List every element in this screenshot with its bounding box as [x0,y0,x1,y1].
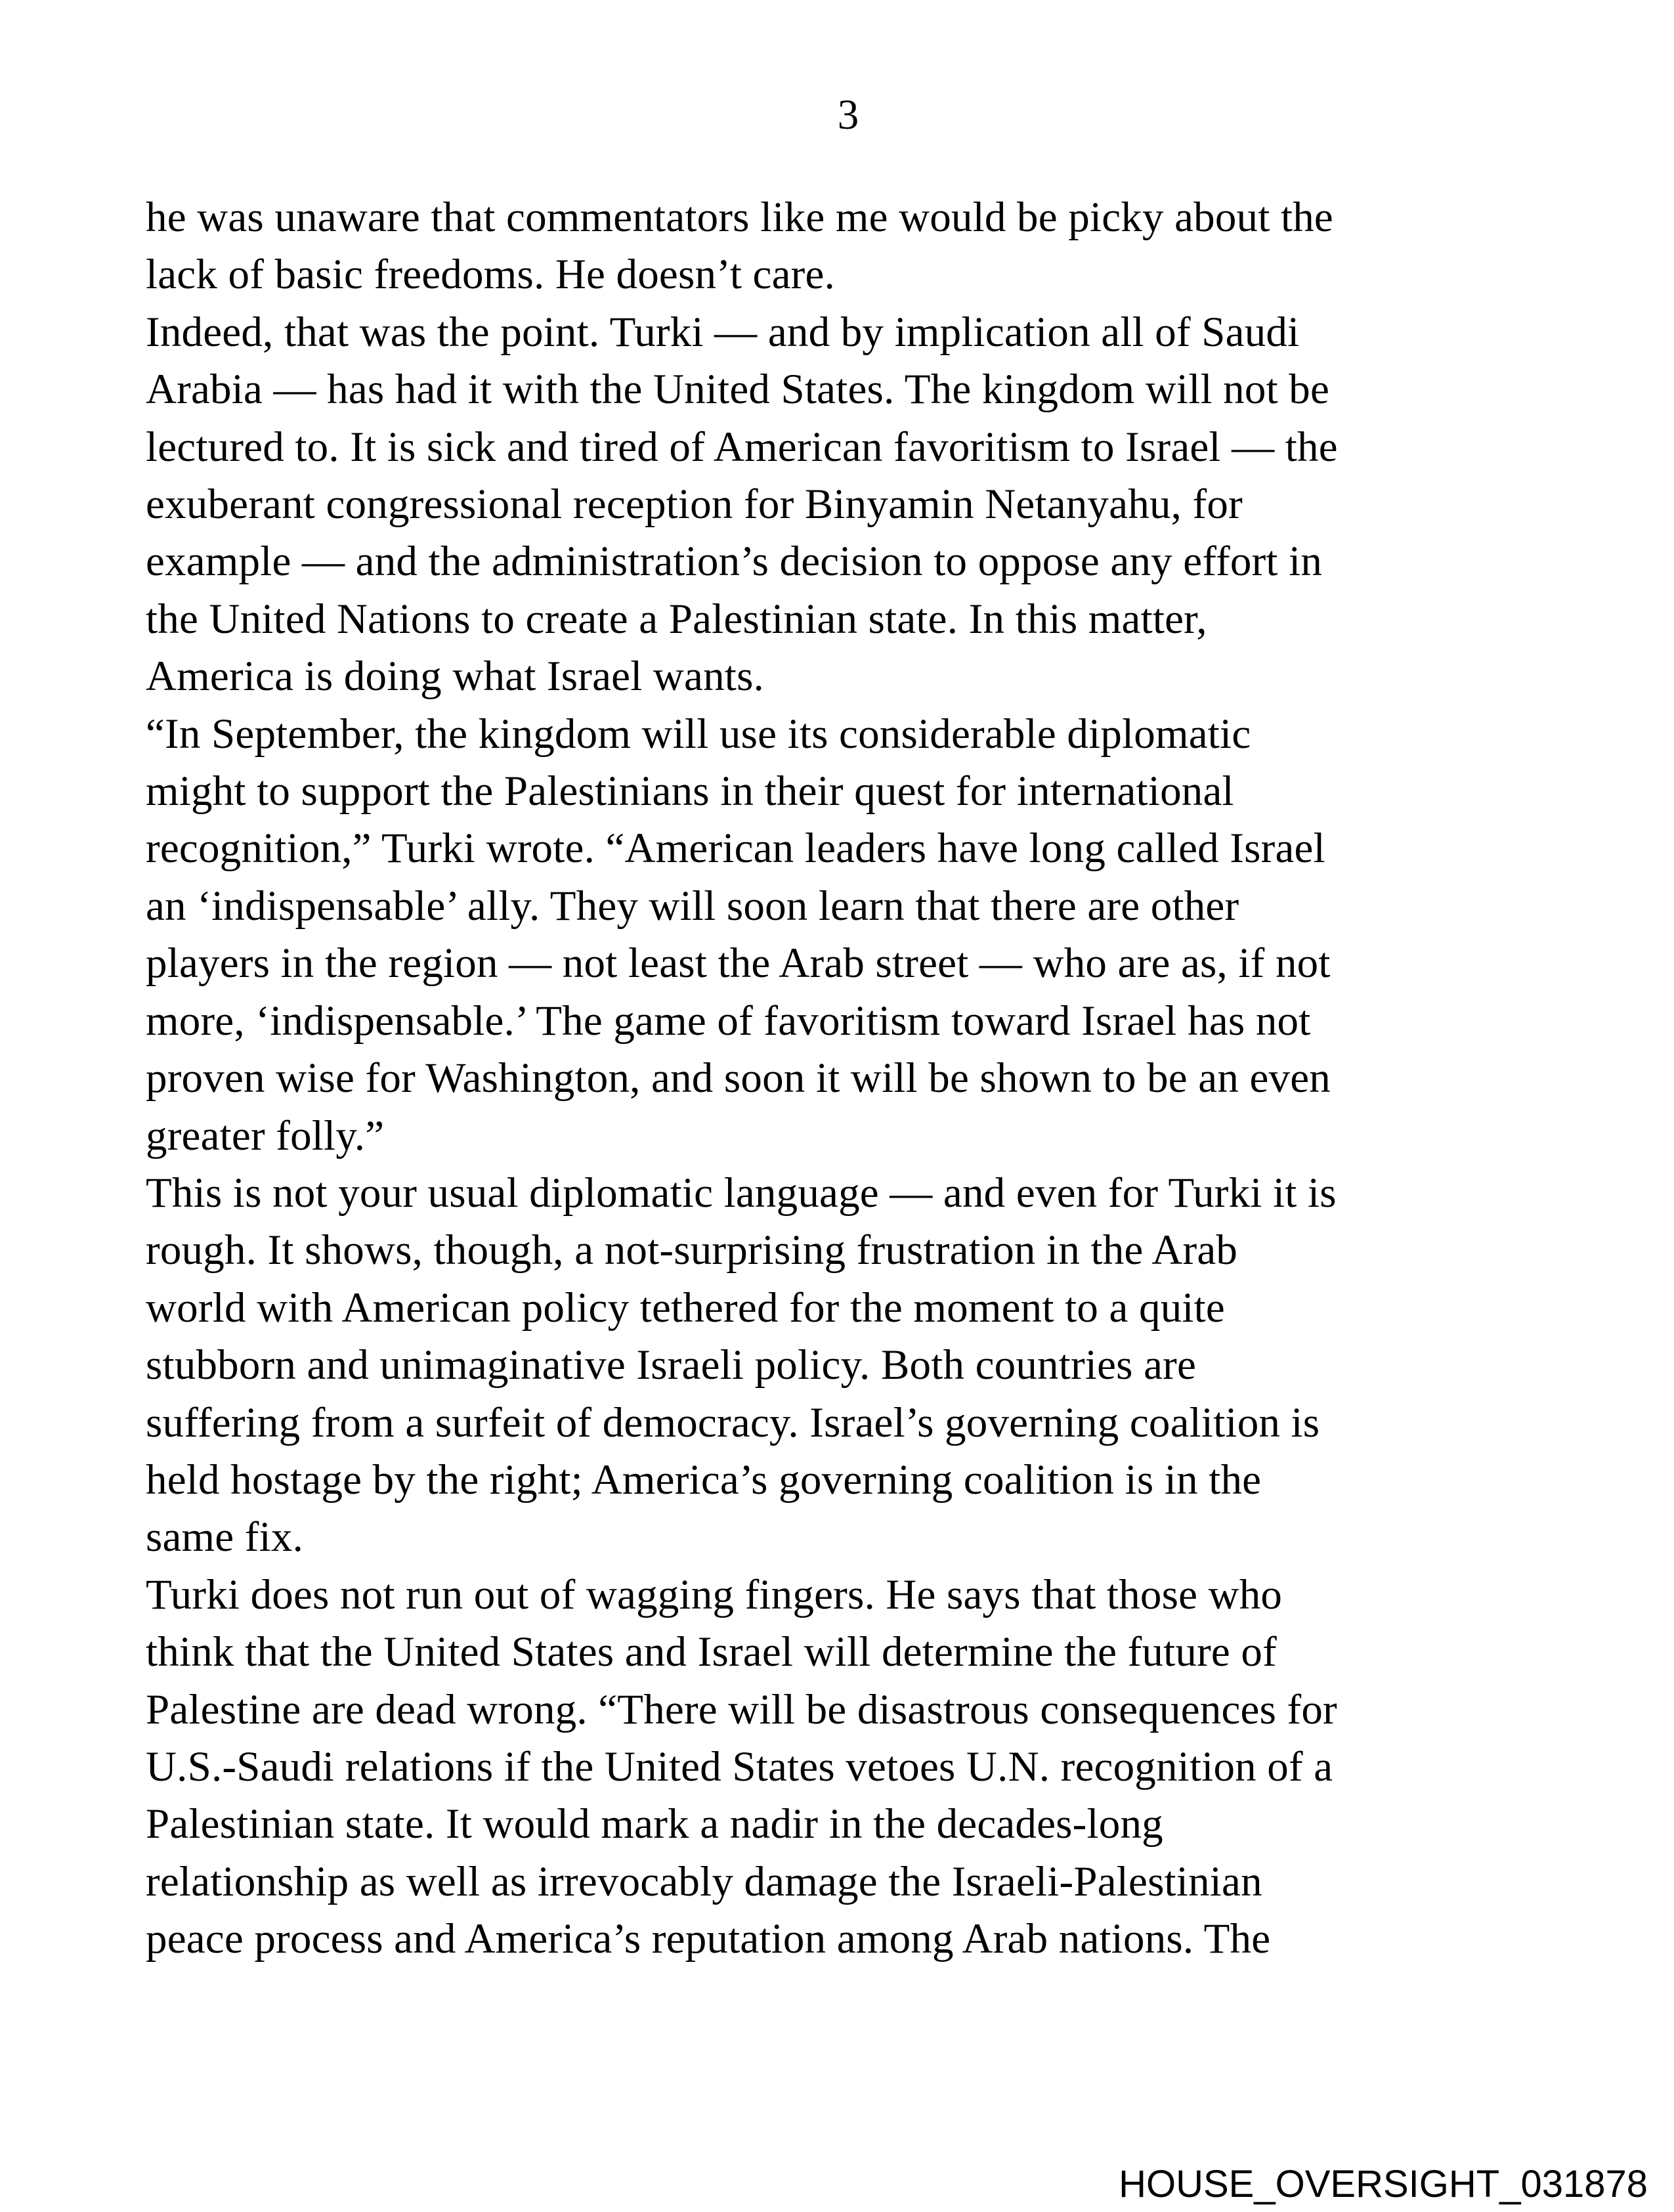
body-line: example — and the administration’s decision to oppose any effort in [146,538,1323,586]
body-line: held hostage by the right; America’s governing coalition is in the [146,1456,1262,1504]
body-text [146,189,1577,1968]
body-line: think that the United States and Israel will determine the future of [146,1628,1277,1676]
body-line: Palestinian state. It would mark a nadir in the decades-long [146,1800,1163,1848]
body-line: same fix. [146,1513,304,1561]
body-line: more, ‘indispensable.’ The game of favoritism toward Israel has not [146,997,1311,1045]
body-line: rough. It shows, though, a not-surprising frustration in the Arab [146,1226,1238,1274]
body-line: America is doing what Israel wants. [146,653,765,701]
body-line: suffering from a surfeit of democracy. Israel’s governing coalition is [146,1399,1320,1446]
body-line: the United Nations to create a Palestinian state. In this matter, [146,595,1207,643]
body-line: proven wise for Washington, and soon it will be shown to be an even [146,1054,1331,1102]
body-line: greater folly.” [146,1112,385,1160]
body-line: recognition,” Turki wrote. “American leaders have long called Israel [146,825,1325,873]
body-line: relationship as well as irrevocably damage the Israeli-Palestinian [146,1857,1262,1905]
body-line: lack of basic freedoms. He doesn’t care. [146,251,835,299]
body-line: “In September, the kingdom will use its considerable diplomatic [146,710,1251,758]
page-number: 3 [837,91,859,139]
body-line: world with American policy tethered for the moment to a quite [146,1284,1225,1332]
body-line: Indeed, that was the point. Turki — and by implication all of Saudi [146,308,1300,356]
body-line: exuberant congressional reception for Binyamin Netanyahu, for [146,481,1243,529]
body-line: Arabia — has had it with the United States. The kingdom will not be [146,366,1330,414]
body-line: This is not your usual diplomatic language — and even for Turki it is [146,1169,1337,1217]
body-line: U.S.-Saudi relations if the United States vetoes U.N. recognition of a [146,1743,1333,1790]
body-line: Palestine are dead wrong. “There will be disastrous consequences for [146,1685,1337,1733]
body-line: might to support the Palestinians in their quest for international [146,768,1234,815]
body-line: peace process and America’s reputation among Arab nations. The [146,1915,1271,1963]
body-line: an ‘indispensable’ ally. They will soon learn that there are other [146,882,1239,930]
body-line: he was unaware that commentators like me would be picky about the [146,194,1333,241]
body-line: lectured to. It is sick and tired of American favoritism to Israel — the [146,423,1338,471]
bates-number: HOUSE_OVERSIGHT_031878 [1119,2163,1648,2206]
body-line: players in the region — not least the Arab street — who are as, if not [146,940,1331,987]
body-line: stubborn and unimaginative Israeli policy. Both countries are [146,1341,1197,1389]
body-line: Turki does not run out of wagging fingers. He says that those who [146,1571,1283,1618]
